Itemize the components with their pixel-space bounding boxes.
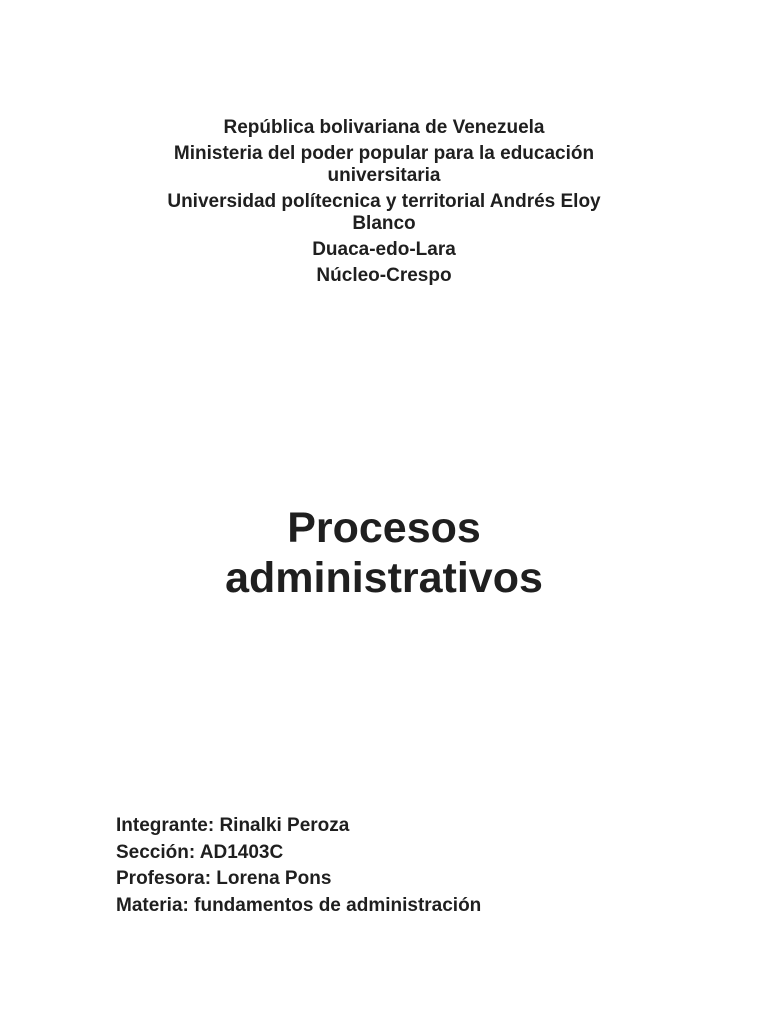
institution-header	[140, 117, 628, 291]
header-university: Universidad polítecnica y territorial Andrés Eloy Blanco	[167, 191, 601, 234]
document-title	[100, 503, 668, 603]
header-ministry: Ministeria del poder popular para la educación universitaria	[173, 143, 595, 186]
header-location: Duaca-edo-Lara	[312, 239, 456, 260]
header-country: República bolivariana de Venezuela	[223, 117, 545, 138]
detail-seccion: Sección: AD1403C	[116, 841, 284, 863]
author-details	[116, 813, 676, 919]
detail-materia: Materia: fundamentos de administración	[116, 894, 482, 916]
title-line-1: Procesos	[287, 504, 481, 552]
detail-integrante: Integrante: Rinalki Peroza	[116, 815, 350, 836]
header-nucleus: Núcleo-Crespo	[316, 265, 452, 286]
detail-profesora: Profesora: Lorena Pons	[116, 868, 332, 889]
title-line-2: administrativos	[225, 554, 543, 602]
